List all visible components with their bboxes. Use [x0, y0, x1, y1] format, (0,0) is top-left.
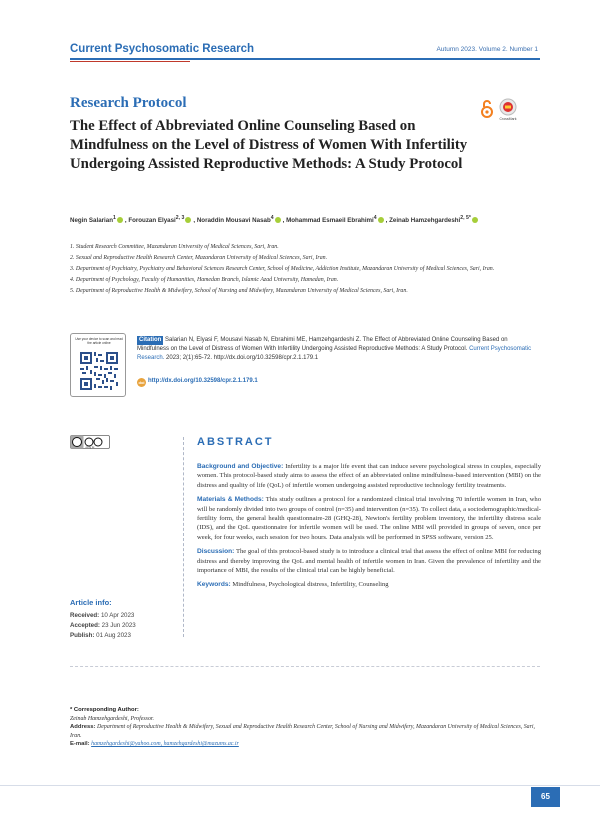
correspondence-address: Address: Department of Reproductive Health & Midwifery, Sexual and Reproductive Health Research Center, School of Nursing and Midwifery, Mazandaran University of Medical Sciences, Sari, Iran. — [70, 724, 535, 739]
journal-name: Current Psychosomatic Research — [70, 43, 255, 55]
citation-block — [137, 336, 541, 363]
corresponding-author-name: Zeinab Hamzehgardeshi, Professor. — [70, 715, 154, 722]
orcid-icon[interactable] — [185, 217, 191, 223]
affiliation-list — [70, 243, 542, 298]
crossmark-label: CrossMark — [499, 117, 517, 121]
author-list: Negin Salarian$^1$ , Forouzan Elyasi$^{2, 3}$ , Noraddin Mousavi Nasab$^4$ , Mohammad Esmaeil Ebrahimi$^4$ , Zeinab Hamzehgardeshi$^{2, 5*}$ — [70, 215, 540, 224]
footer-rule — [0, 785, 600, 786]
journal-meta: Autumn 2023. Volume 2. Number 1 — [436, 46, 538, 53]
article-title: The Effect of Abbreviated Online Counseling Based on Mindfulness on the Level of Distress of Women With Infertility Undergoing Assisted Reproductive Methods: A Study Protocol — [70, 118, 468, 172]
orcid-icon[interactable] — [275, 217, 281, 223]
affiliation: 1. Student Research Committee, Mazandaran University of Medical Sciences, Sari, Iran. — [70, 244, 279, 250]
column-divider — [183, 437, 184, 637]
header-rule-accent — [70, 61, 190, 62]
cc-badge-label: cc by nc — [85, 446, 95, 449]
doi-link[interactable]: http://dx.doi.org/10.32598/cpr.2.1.179.1 — [148, 378, 258, 384]
cc-license-icon[interactable] — [70, 435, 110, 449]
citation-tag: Citation — [139, 337, 162, 343]
author-name: Forouzan Elyasi — [128, 217, 176, 225]
qr-code-icon — [80, 352, 118, 390]
citation-text-tail: 2023; 2(1):65-72. http://dx.doi.org/10.32598/cpr.2.1.179.1 — [166, 355, 319, 361]
author-name: Zeinab Hamzehgardeshi — [389, 217, 461, 225]
accepted-date: Accepted: 23 Jun 2023 — [70, 622, 136, 629]
affiliation: 4. Department of Psychology, Faculty of Humanities, Hamedan Branch, Islamic Azad University, Hamedan, Iran. — [70, 277, 339, 283]
correspondence-heading: * Corresponding Author: — [70, 707, 139, 713]
abstract-body — [197, 462, 541, 595]
published-date: Publish: 01 Aug 2023 — [70, 632, 131, 639]
affiliation: 3. Department of Psychiatry, Psychiatry and Behavioral Sciences Research Center, School of Medicine, Addiction Institute, Mazandaran University of Medical Sciences, Sari, Iran. — [70, 266, 495, 272]
page-number: 65 — [531, 787, 560, 807]
doi-line — [137, 378, 258, 387]
affiliation: 5. Department of Reproductive Health & Midwifery, School of Nursing and Midwifery, Mazandaran University of Medical Sciences, Sari, Iran. — [70, 288, 408, 294]
abstract-background: Background and Objective: Infertility is a major life event that can induce severe psychological stress in couples, especially women. This protocol-based study aims to assess the effect of an abbreviated online mindfulness-based intervention (MBI) on the distress and quality of life (QoL) of infertile women undergoing assisted reproductive technology fertility treatments. — [197, 463, 541, 489]
article-info — [70, 598, 136, 641]
section-divider — [70, 666, 540, 667]
orcid-icon[interactable] — [117, 217, 123, 223]
author-name: Noraddin Mousavi Nasab — [196, 217, 271, 225]
author-name: Mohammad Esmaeil Ebrahimi — [286, 217, 374, 225]
citation-journal: Current Psychosomatic Research. — [137, 346, 532, 361]
author-name: Negin Salarian — [70, 217, 113, 225]
page-header — [0, 0, 600, 66]
abstract-heading: ABSTRACT — [197, 436, 274, 448]
doi-icon: doi — [138, 380, 145, 385]
header-rule — [70, 58, 540, 60]
abstract-discussion: Discussion: The goal of this protocol-based study is to introduce a clinical trial that assess the effect of online MBI for reducing distress and thereby improving the QoL and mental health of infertile women in Iran. Given the prevalence of infertility and the importance of MBI, the results of the clinical trial can be highly beneficial. — [197, 548, 541, 575]
qr-caption: Use your device to scan and read the article online — [75, 337, 123, 345]
citation-text: Salarian N, Elyasi F, Mousavi Nasab N, Ebrahimi ME, Hamzehgardeshi Z. The Effect of Abbreviated Online Counseling Based on Mindfulness on the Level of Distress of Women With Infertility Undergoing Assisted Reproductive Methods: A Study Protocol. — [137, 337, 508, 352]
article-info-heading: Article info: — [70, 598, 112, 607]
orcid-icon[interactable] — [378, 217, 384, 223]
crossmark-icon[interactable] — [497, 97, 519, 121]
correspondence-email: E-mail: hamzehgardeshi@yahoo.com, hamzehgardeshi@mazums.ac.ir — [70, 741, 239, 747]
affiliation: 2. Sexual and Reproductive Health Research Center, Mazandaran University of Medical Sciences, Sari, Iran. — [70, 255, 328, 261]
article-type-label: Research Protocol — [70, 95, 187, 111]
correspondence-block — [70, 706, 542, 749]
qr-code-box[interactable] — [70, 333, 126, 397]
open-access-icon — [480, 99, 494, 119]
email-link[interactable]: hamzehgardeshi@yahoo.com, hamzehgardeshi@mazums.ac.ir — [91, 741, 239, 747]
received-date: Received: 10 Apr 2023 — [70, 612, 135, 619]
abstract-methods: Materials & Methods: This study outlines a protocol for a randomized clinical trial involving 70 infertile women in Iran, who will be randomly divided into two groups of control (n=35) and intervention (n=35). To collect data, a sociodemographic/medical-fertility form, the general health questionnaire-28 (GHQ-28), Newton's fertility problem inventory, the infertility distress scale (IDS), and the QoL questionnaire for infertile women will be used. The online MBI will provided in groups of seven, once per week, for four weeks, each session for two hours. Data analysis will be performed in SPSS software, version 25. — [197, 496, 541, 541]
orcid-icon[interactable] — [472, 217, 478, 223]
abstract-keywords: Keywords: Mindfulness, Psychological distress, Infertility, Counseling — [197, 581, 389, 589]
